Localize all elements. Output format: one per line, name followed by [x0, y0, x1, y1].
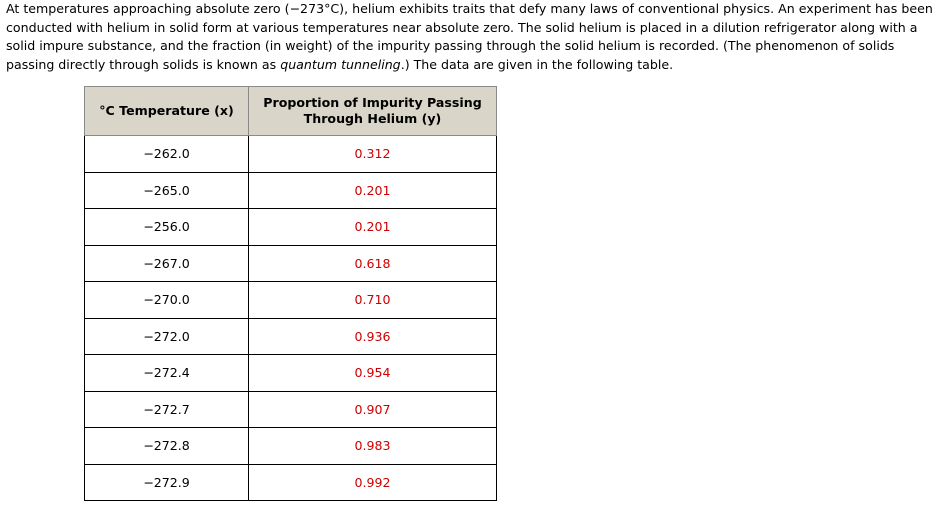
proportion-cell: 0.936: [249, 318, 497, 355]
intro-emphasis: quantum tunneling: [280, 56, 401, 72]
temperature-cell: −272.0: [85, 318, 249, 355]
table-row: [85, 136, 497, 173]
table-row: [85, 172, 497, 209]
table-row: [85, 282, 497, 319]
header-temperature: °C Temperature (x): [85, 87, 249, 136]
proportion-cell: 0.201: [249, 172, 497, 209]
table-row: [85, 209, 497, 246]
temperature-cell: −265.0: [85, 172, 249, 209]
table-row: [85, 355, 497, 392]
table-header-row: [85, 87, 497, 136]
temperature-cell: −256.0: [85, 209, 249, 246]
table-row: [85, 318, 497, 355]
header-proportion-line2: Through Helium (y): [303, 111, 442, 126]
proportion-cell: 0.954: [249, 355, 497, 392]
temperature-cell: −272.9: [85, 464, 249, 501]
intro-paragraph: [6, 0, 946, 74]
temperature-cell: −272.7: [85, 391, 249, 428]
table-row: [85, 391, 497, 428]
temperature-cell: −262.0: [85, 136, 249, 173]
table-row: [85, 464, 497, 501]
proportion-cell: 0.983: [249, 428, 497, 465]
table-row: [85, 428, 497, 465]
proportion-cell: 0.710: [249, 282, 497, 319]
table-row: [85, 245, 497, 282]
proportion-cell: 0.201: [249, 209, 497, 246]
data-table: [84, 86, 497, 501]
header-proportion: [249, 87, 497, 136]
proportion-cell: 0.312: [249, 136, 497, 173]
intro-text-part2: .) The data are given in the following table.: [400, 56, 674, 72]
table-body: [85, 136, 497, 501]
temperature-cell: −272.4: [85, 355, 249, 392]
header-proportion-line1: Proportion of Impurity Passing: [263, 95, 482, 110]
temperature-cell: −270.0: [85, 282, 249, 319]
temperature-cell: −272.8: [85, 428, 249, 465]
intro-text-part1: At temperatures approaching absolute zero (−273°C), helium exhibits traits that defy many laws of conventional physics. An experiment has been conducted with helium in solid form at various temperatures near absolute zero. The solid helium is placed in a dilution refrigerator along with a solid impure substance, and the fraction (in weight) of the impurity passing through the solid helium is recorded. (The phenomenon of solids passing directly through solids is known as: [6, 1, 933, 72]
temperature-cell: −267.0: [85, 245, 249, 282]
proportion-cell: 0.992: [249, 464, 497, 501]
proportion-cell: 0.907: [249, 391, 497, 428]
proportion-cell: 0.618: [249, 245, 497, 282]
